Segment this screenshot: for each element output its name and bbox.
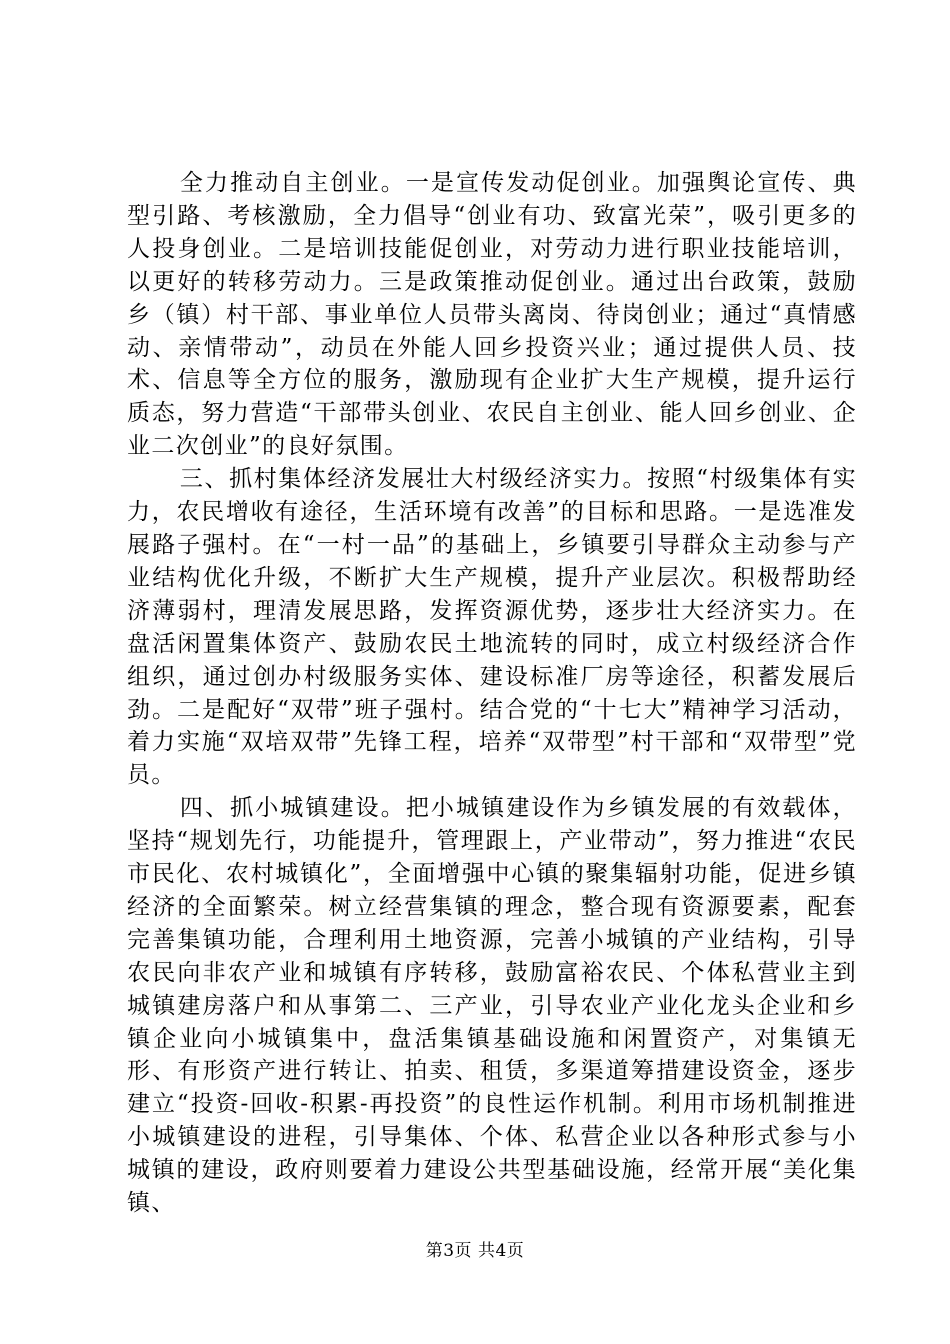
paragraph-entrepreneurship: 全力推动自主创业。一是宣传发动促创业。加强舆论宣传、典型引路、考核激励，全力倡导“创业有功、致富光荣”，吸引更多的人投身创业。二是培训技能促创业，对劳动力进行职业技能培训，以更好的转移劳动力。三是政策推动促创业。通过出台政策，鼓励乡（镇）村干部、事业单位人员带头离岗、待岗创业；通过“真情感动、亲情带动”，动员在外能人回乡投资兴业；通过提供人员、技术、信息等全方位的服务，激励现有企业扩大生产规模，提升运行质态，努力营造“干部带头创业、农民自主创业、能人回乡创业、企业二次创业”的良好氛围。 <box>127 170 857 460</box>
paragraph-village-economy: 三、抓村集体经济发展壮大村级经济实力。按照“村级集体有实力，农民增收有途径，生活环境有改善”的目标和思路。一是选准发展路子强村。在“一村一品”的基础上，乡镇要引导群众主动参与产业结构优化升级，不断扩大生产规模，提升产业层次。积极帮助经济薄弱村，理清发展思路，发挥资源优势，逐步壮大经济实力。在盘活闲置集体资产、鼓励农民土地流转的同时，成立村级经济合作组织，通过创办村级服务实体、建设标准厂房等途径，积蓄发展后劲。二是配好“双带”班子强村。结合党的“十七大”精神学习活动，着力实施“双培双带”先锋工程，培养“双带型”村干部和“双带型”党员。 <box>127 466 857 789</box>
paragraph-town-construction: 四、抓小城镇建设。把小城镇建设作为乡镇发展的有效载体，坚持“规划先行，功能提升，管理跟上，产业带动”，努力推进“农民市民化、农村城镇化”，全面增强中心镇的聚集辐射功能，促进乡镇经济的全面繁荣。树立经营集镇的理念，整合现有资源要素，配套完善集镇功能，合理利用土地资源，完善小城镇的产业结构，引导农民向非农产业和城镇有序转移，鼓励富裕农民、个体私营业主到城镇建房落户和从事第二、三产业，引导农业产业化龙头企业和乡镇企业向小城镇集中，盘活集镇基础设施和闲置资产，对集镇无形、有形资产进行转让、拍卖、租赁，多渠道筹措建设资金，逐步建立“投资-回收-积累-再投资”的良性运作机制。利用市场机制推进小城镇建设的进程，引导集体、个体、私营企业以各种形式参与小城镇的建设，政府则要着力建设公共型基础设施，经常开展“美化集镇、 <box>127 795 857 1217</box>
document-body <box>127 167 857 1220</box>
page-footer: 第3页 共4页 <box>425 1241 525 1261</box>
